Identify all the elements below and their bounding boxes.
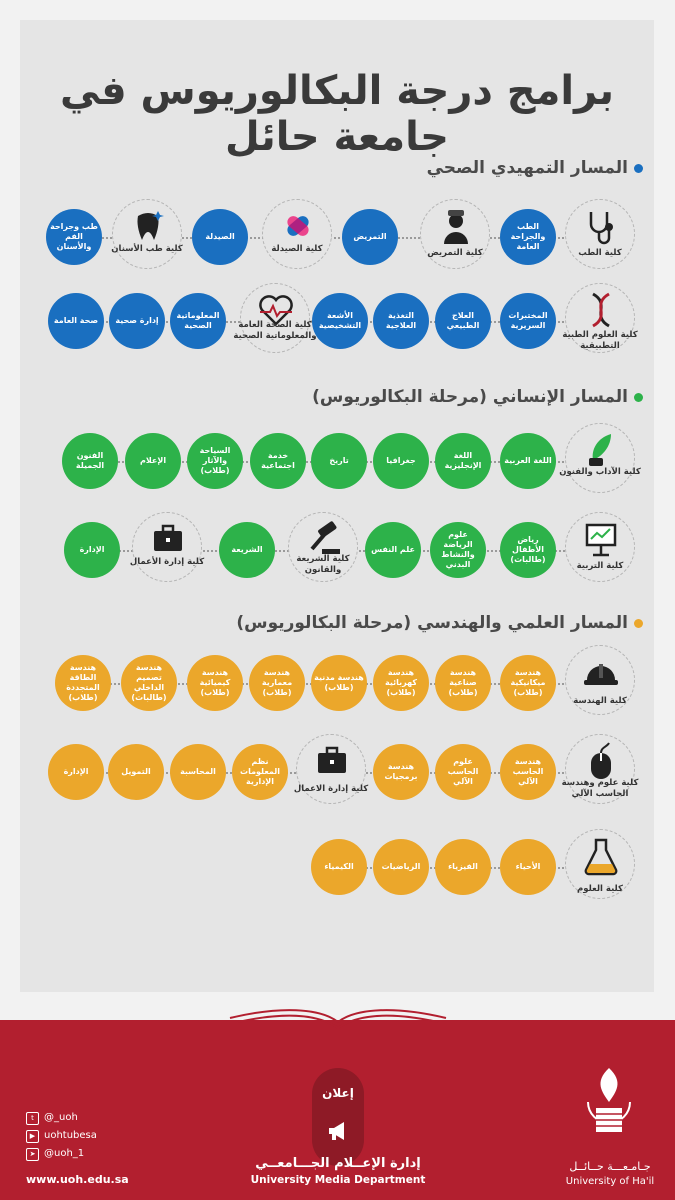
- program-circle: هندسة مدنية (طلاب): [311, 655, 367, 711]
- quill-icon: [581, 430, 621, 470]
- college-medicine-label: كلية الطب: [578, 248, 622, 258]
- program-circle: التمويل: [108, 744, 164, 800]
- briefcase-icon: [312, 741, 352, 781]
- dna-icon: [581, 290, 621, 330]
- program-circle: الإدارة: [48, 744, 104, 800]
- program-circle: هندسة كهربائية (طلاب): [373, 655, 429, 711]
- website-link[interactable]: www.uoh.edu.sa: [26, 1173, 129, 1186]
- program-circle: الإدارة: [64, 522, 120, 578]
- program-circle: الإعلام: [125, 433, 181, 489]
- program-circle: علوم الحاسب الآلي: [435, 744, 491, 800]
- nurse-icon: [436, 206, 476, 246]
- university-name-ar: جـامـعـــة حــائــل: [569, 1160, 651, 1173]
- section-health-heading: [427, 158, 643, 178]
- twitter-handle-text: @_uoh: [44, 1112, 78, 1123]
- program-circle: طب وجراحة الفم والأسنان: [46, 209, 102, 265]
- program-circle: الكيمياء: [311, 839, 367, 895]
- media-department-ar: إدارة الإعــلام الجـــامعــي: [255, 1156, 421, 1171]
- program-circle: صحة العامة: [48, 293, 104, 349]
- tooth-icon: [128, 206, 168, 246]
- program-circle: رياض الأطفال (طالبات): [500, 522, 556, 578]
- open-book-icon: [0, 998, 675, 1038]
- program-circle: نظم المعلومات الإدارية: [232, 744, 288, 800]
- college-public-health-label: كلية الصحة العامة والمعلوماتية الصحية: [233, 320, 317, 341]
- program-circle: الفيزياء: [435, 839, 491, 895]
- announcement-badge: [312, 1068, 364, 1166]
- college-business-label: كلية إدارة الأعمال: [129, 557, 205, 567]
- flask-icon: [581, 836, 621, 876]
- college-pharmacy: [262, 199, 332, 269]
- program-circle: السياحة والآثار (طلاب): [187, 433, 243, 489]
- program-circle: الطب والجراحة العامة: [500, 209, 556, 265]
- pill-icon: [278, 206, 318, 246]
- program-circle: المختبرات السريرية: [500, 293, 556, 349]
- program-circle: تاريخ: [311, 433, 367, 489]
- program-circle: اللغة الإنجليزية: [435, 433, 491, 489]
- bullet-dot-icon: [634, 164, 643, 173]
- university-name-en: University of Ha'il: [565, 1176, 655, 1187]
- youtube-icon: ▶: [26, 1130, 39, 1143]
- program-circle: المعلوماتية الصحية: [170, 293, 226, 349]
- program-circle: اللغة العربية: [500, 433, 556, 489]
- college-arts: [565, 423, 635, 493]
- program-circle: هندسة صناعية (طلاب): [435, 655, 491, 711]
- hardhat-icon: [581, 652, 621, 692]
- college-dentistry: [112, 199, 182, 269]
- college-public-health: [240, 283, 310, 353]
- college-sciences-label: كلية العلوم: [577, 884, 623, 894]
- program-circle: العلاج الطبيعي: [435, 293, 491, 349]
- college-arts-label: كلية الآداب والفنون: [559, 467, 641, 477]
- program-circle: الشريعة: [219, 522, 275, 578]
- section-health-label: المسار التمهيدي الصحي: [426, 158, 628, 178]
- college-business: [132, 512, 202, 582]
- program-circle: الرياضيات: [373, 839, 429, 895]
- program-circle: علوم الرياضة والنشاط البدني: [430, 522, 486, 578]
- bullet-dot-icon: [634, 393, 643, 402]
- program-circle: هندسة تصميم الداخلي (طالبات): [121, 655, 177, 711]
- stethoscope-icon: [581, 206, 621, 246]
- section-humanities-label: المسار الإنساني (مرحلة البكالوريوس): [312, 387, 628, 407]
- twitter-handle[interactable]: [26, 1112, 78, 1125]
- program-circle: الفنون الجميلة: [62, 433, 118, 489]
- college-dentistry-label: كلية طب الأسنان: [111, 244, 183, 254]
- college-engineering-label: كلية الهندسة: [573, 696, 627, 706]
- briefcase-icon: [148, 519, 188, 559]
- telegram-icon: ➤: [26, 1148, 39, 1161]
- gavel-icon: [304, 519, 344, 559]
- program-circle: الأشعة التشخيصية: [312, 293, 368, 349]
- program-circle: إدارة صحية: [109, 293, 165, 349]
- announcement-label: إعلان: [322, 1086, 354, 1100]
- college-pharmacy-label: كلية الصيدلة: [271, 244, 323, 254]
- program-circle: علم النفس: [365, 522, 421, 578]
- college-nursing-label: كلية التمريض: [427, 248, 483, 258]
- program-circle: خدمة اجتماعية: [250, 433, 306, 489]
- youtube-handle[interactable]: [26, 1130, 97, 1143]
- program-circle: التمريض: [342, 209, 398, 265]
- megaphone-icon: [325, 1118, 351, 1144]
- telegram-handle[interactable]: [26, 1148, 84, 1161]
- college-applied-medical-label: كلية العلوم الطبية التطبيقية: [562, 330, 638, 351]
- program-circle: الصيدلة: [192, 209, 248, 265]
- program-circle: هندسة ميكانيكية (طلاب): [500, 655, 556, 711]
- section-science-heading: [236, 613, 643, 633]
- program-circle: هندسة برمجيات: [373, 744, 429, 800]
- program-circle: التغذية العلاجية: [373, 293, 429, 349]
- youtube-handle-text: uohtubesa: [44, 1130, 97, 1141]
- program-circle: هندسة الحاسب الآلي: [500, 744, 556, 800]
- twitter-icon: t: [26, 1112, 39, 1125]
- whiteboard-icon: [581, 519, 621, 559]
- college-law-label: كلية الشريعة والقانون: [296, 554, 350, 575]
- program-circle: الأحياء: [500, 839, 556, 895]
- college-computer-label: كلية علوم وهندسة الحاسب الآلي: [561, 778, 639, 799]
- section-humanities-heading: [312, 387, 643, 407]
- program-circle: المحاسبة: [170, 744, 226, 800]
- college-education-label: كلية التربية: [576, 561, 624, 571]
- media-department-en: University Media Department: [250, 1174, 426, 1186]
- program-circle: هندسة الطاقة المتجددة (طلاب): [55, 655, 111, 711]
- university-logo-icon: [574, 1062, 644, 1152]
- page-title: برامج درجة البكالوريوس في جامعة حائل: [59, 68, 615, 160]
- telegram-handle-text: @uoh_1: [44, 1148, 85, 1159]
- bullet-dot-icon: [634, 619, 643, 628]
- program-circle: هندسة معمارية (طلاب): [249, 655, 305, 711]
- program-circle: هندسة كيميائية (طلاب): [187, 655, 243, 711]
- section-science-label: المسار العلمي والهندسي (مرحلة البكالوريوس): [236, 613, 628, 633]
- college-business-admin-label: كلية إدارة الاعمال: [293, 784, 369, 794]
- mouse-icon: [581, 741, 621, 781]
- program-circle: جغرافيا: [373, 433, 429, 489]
